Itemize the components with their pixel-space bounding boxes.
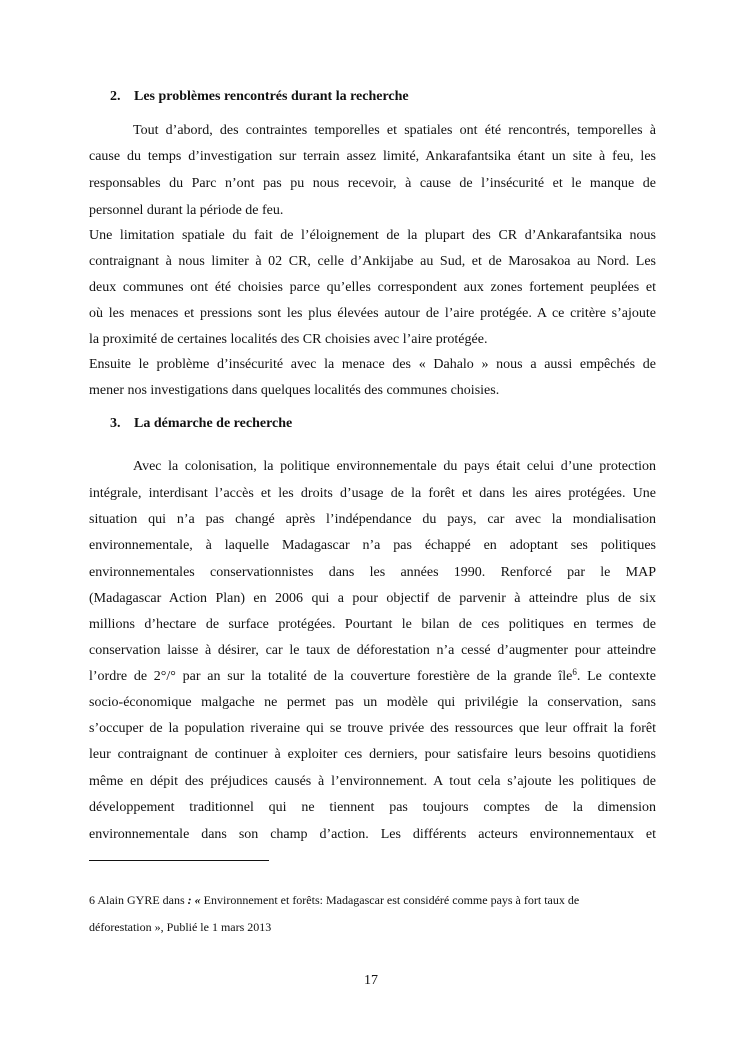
paragraph-line: développement traditionnel qui ne tiennent pas toujours comptes de la dimension — [89, 800, 656, 815]
paragraph-line: socio-économique malgache ne permet pas un modèle qui privilégie la conservation, sans — [89, 695, 656, 710]
footnote-number: 6 — [89, 893, 95, 907]
paragraph-text: . Le contexte — [576, 669, 656, 684]
paragraph-line: environnementale, à laquelle Madagascar n’a pas échappé en adoptant ses politiques — [89, 538, 656, 553]
footnote-text: Environnement et forêts: Madagascar est considéré comme pays à fort taux de — [200, 893, 580, 907]
paragraph-line: environnementale dans son champ d’action. Les différents acteurs environnementaux et — [89, 827, 656, 842]
footnote-reference[interactable]: 6 — [572, 668, 577, 677]
paragraph-line: Tout d’abord, des contraintes temporelles et spatiales ont été rencontrés, temporelles à — [133, 123, 656, 138]
paragraph-line: mener nos investigations dans quelques localités des communes choisies. — [89, 383, 500, 398]
paragraph-line: leur contraignant de continuer à exploiter ces derniers, pour satisfaire leurs besoins quotidiens — [89, 747, 656, 762]
paragraph-line: conservation laisse à désirer, car le taux de déforestation n’a cessé d’augmenter pour atteindre — [89, 643, 656, 658]
paragraph-line: où les menaces et pressions sont les plus élevées autour de l’aire protégée. A ce critère s’ajoute — [89, 306, 656, 321]
footnote-line: déforestation », Publié le 1 mars 2013 — [89, 920, 272, 934]
paragraph-line: Avec la colonisation, la politique environnementale du pays était celui d’une protection — [133, 459, 656, 474]
paragraph-line: cause du temps d’investigation sur terrain assez limité, Ankarafantsika étant un site à feu, les — [89, 149, 656, 164]
section-3-title: La démarche de recherche — [134, 416, 293, 431]
paragraph-line: deux communes ont été choisies parce qu’elles correspondent aux zones fortement peuplées et — [89, 280, 656, 295]
paragraph-line: contraignant à nous limiter à 02 CR, celle d’Ankijabe au Sud, et de Marosakoa au Nord. Les — [89, 254, 656, 269]
paragraph-line: même en dépit des préjudices causés à l’environnement. A tout cela s’ajoute les politiques de — [89, 774, 656, 789]
paragraph-line: Une limitation spatiale du fait de l’éloignement de la plupart des CR d’Ankarafantsika nous — [89, 228, 656, 243]
page-number: 17 — [364, 973, 378, 988]
paragraph-line: (Madagascar Action Plan) en 2006 qui a pour objectif de parvenir à atteindre plus de six — [89, 591, 656, 606]
section-2-title: Les problèmes rencontrés durant la recherche — [134, 89, 409, 104]
section-2-heading — [110, 89, 409, 105]
paragraph-line: environnementales conservationnistes dans les années 1990. Renforcé par le MAP — [89, 565, 656, 580]
paragraph-line: la proximité de certaines localités des CR choisies avec l’aire protégée. — [89, 332, 488, 347]
paragraph-line: Ensuite le problème d’insécurité avec la menace des « Dahalo » nous a aussi empêchés de — [89, 357, 656, 372]
section-3-number: 3. — [110, 416, 121, 431]
paragraph-text: l’ordre de 2°/° par an sur la totalité de la couverture forestière de la grande île — [89, 669, 573, 684]
paragraph-line: personnel durant la période de feu. — [89, 203, 284, 218]
footnote-text: : « — [187, 893, 201, 907]
footnote-line — [89, 893, 579, 908]
section-3-heading — [110, 416, 292, 432]
footnote-separator — [89, 860, 269, 861]
paragraph-line: situation qui n’a pas changé après l’indépendance du pays, car avec la mondialisation — [89, 512, 656, 527]
paragraph-line: intégrale, interdisant l’accès et les droits d’usage de la forêt et dans les aires protégées. Une — [89, 486, 656, 501]
paragraph-line: responsables du Parc n’ont pas pu nous recevoir, à cause de l’insécurité et le manque de — [89, 176, 656, 191]
paragraph-line: s’occuper de la population riveraine qui se trouve privée des ressources que leur offrait la forêt — [89, 721, 656, 736]
footnote-text: Alain GYRE dans — [97, 893, 188, 907]
paragraph-line-with-footnote — [89, 668, 656, 686]
paragraph-line: millions d’hectare de surface protégées. Pourtant le bilan de ces politiques en termes de — [89, 617, 656, 632]
section-2-number: 2. — [110, 89, 121, 104]
